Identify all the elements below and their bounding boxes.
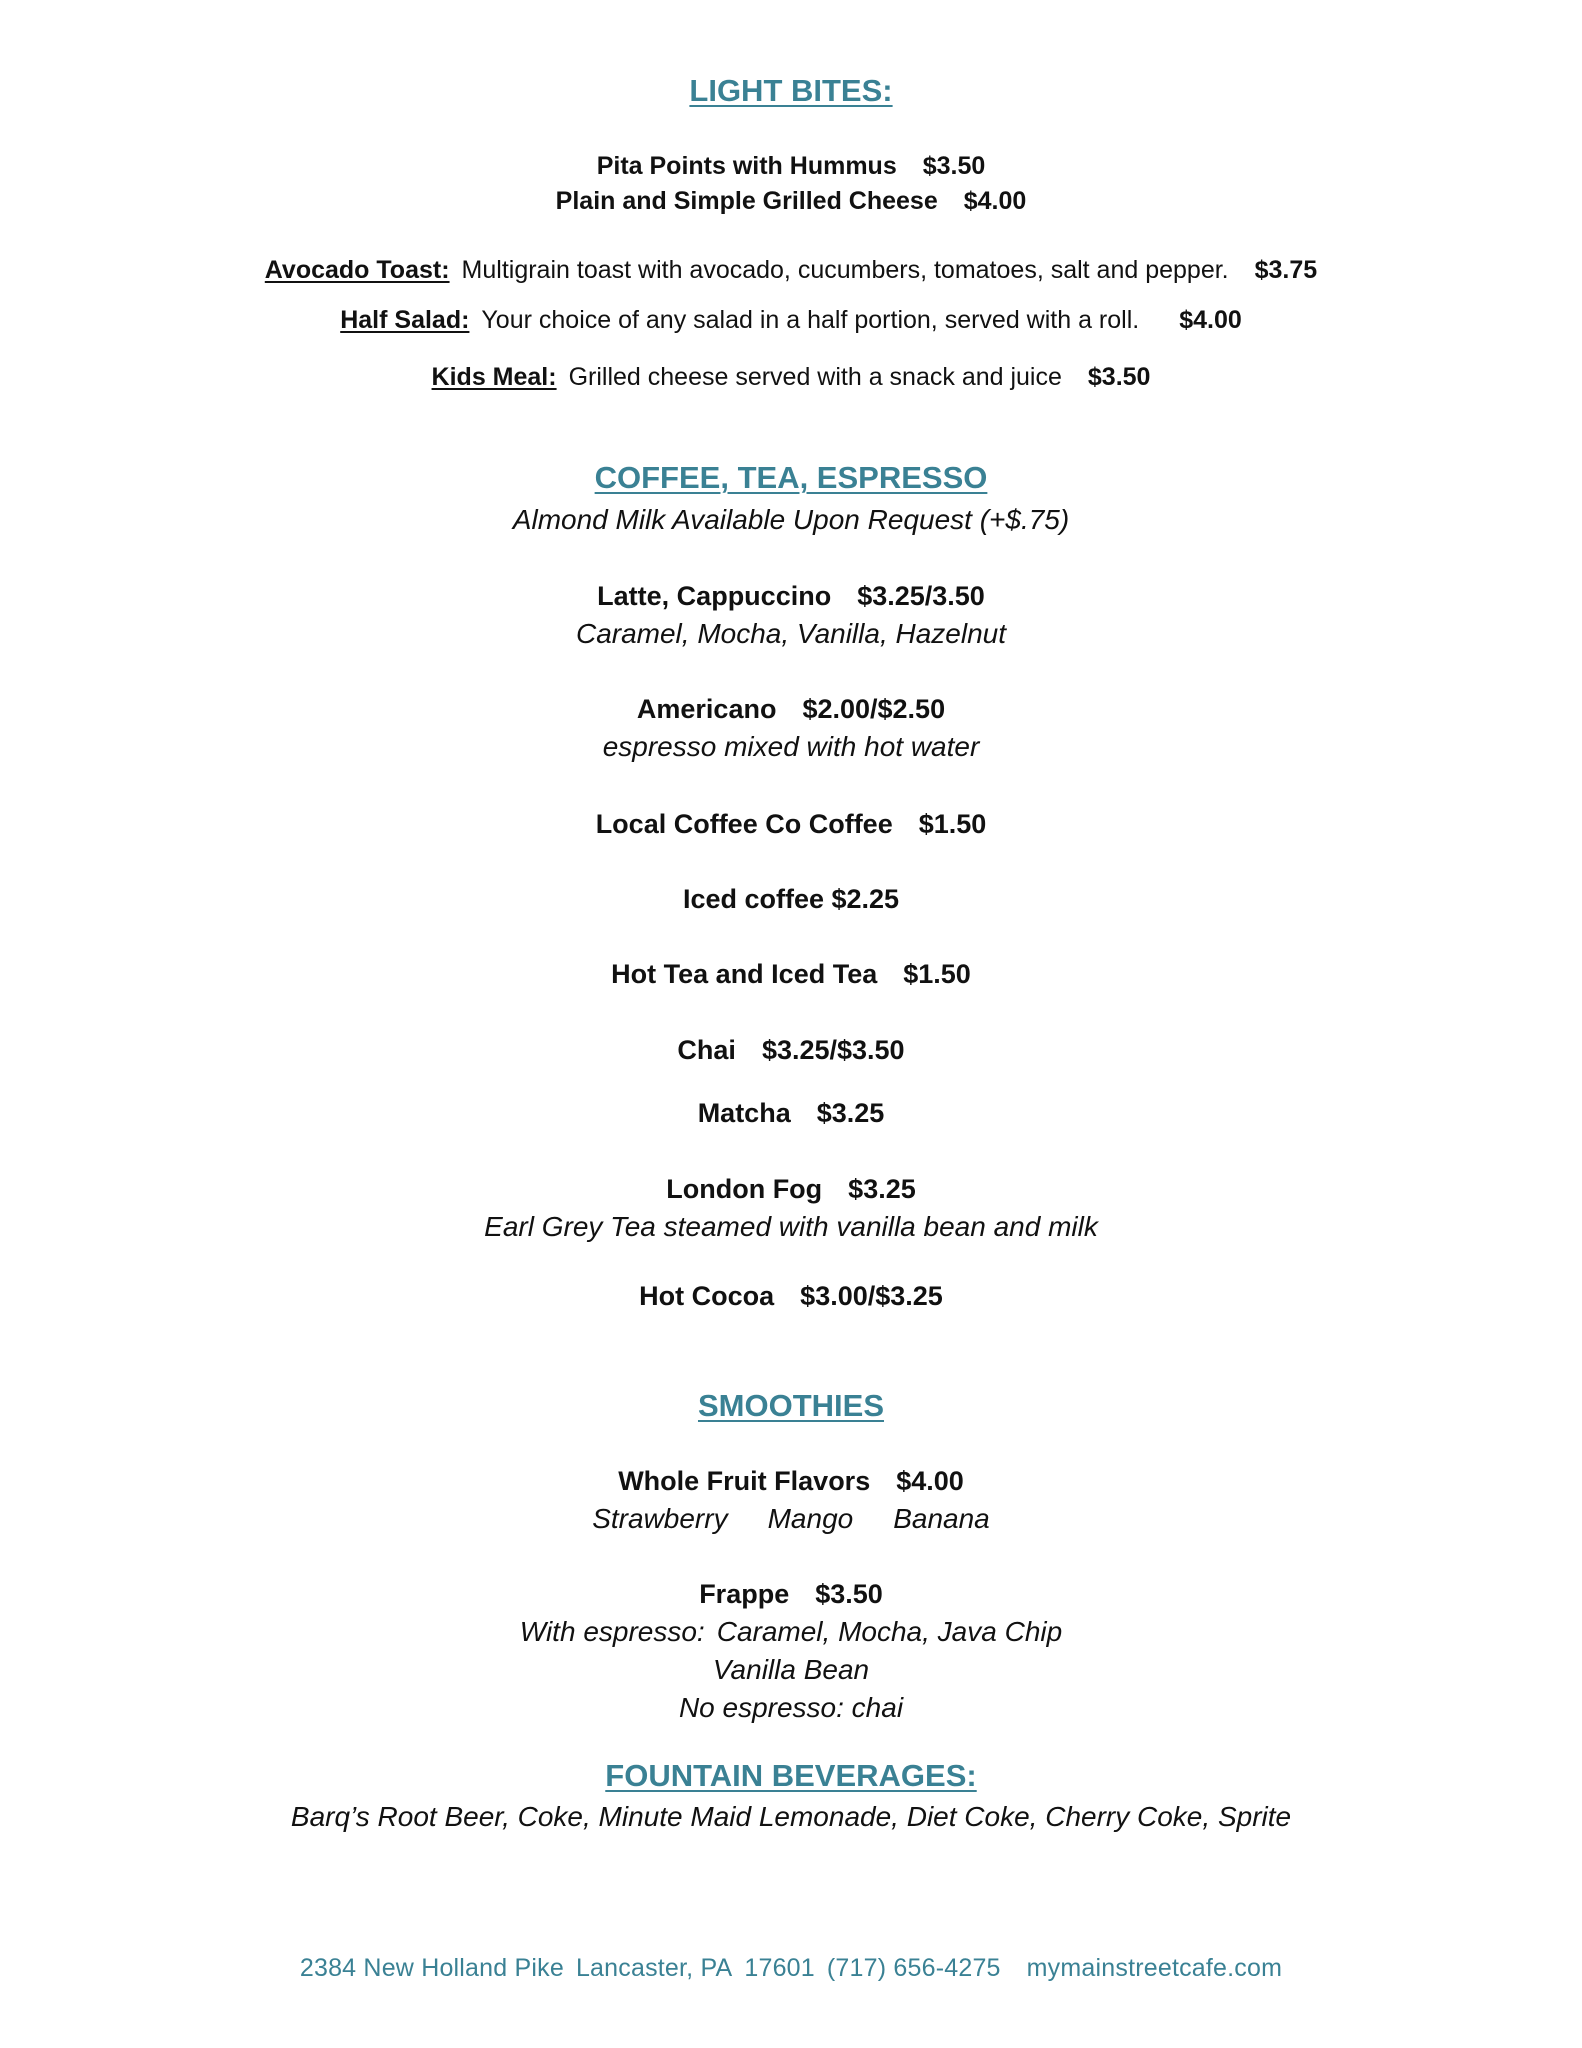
footer-city: Lancaster, PA xyxy=(575,1954,733,1982)
menu-item-chai xyxy=(0,1034,1582,1066)
item-price: $3.25/$3.50 xyxy=(761,1035,905,1065)
item-name: Plain and Simple Grilled Cheese xyxy=(555,187,938,215)
flavor-strawberry: Strawberry xyxy=(592,1503,728,1534)
item-name: Whole Fruit Flavors xyxy=(618,1466,871,1496)
menu-item-matcha xyxy=(0,1097,1582,1129)
item-price: $1.50 xyxy=(903,959,971,989)
footer-contact xyxy=(0,1953,1582,1983)
item-name: Matcha xyxy=(697,1098,791,1128)
section-heading-light-bites: LIGHT BITES: xyxy=(689,73,893,108)
item-name: London Fog xyxy=(666,1174,823,1204)
menu-item-avocado-toast xyxy=(0,255,1582,285)
item-name: Latte, Cappuccino xyxy=(597,581,832,611)
frappe-vanilla-bean: Vanilla Bean xyxy=(712,1654,870,1685)
item-description: Multigrain toast with avocado, cucumbers, tomatoes, salt and pepper. xyxy=(461,256,1229,284)
item-price: $3.50 xyxy=(922,152,986,180)
footer-zip: 17601 xyxy=(744,1954,815,1982)
item-price: $3.50 xyxy=(1087,363,1151,391)
item-description: Your choice of any salad in a half portion, served with a roll. xyxy=(481,306,1140,334)
fountain-beverage-list: Barq’s Root Beer, Coke, Minute Maid Lemonade, Diet Coke, Cherry Coke, Sprite xyxy=(290,1801,1292,1832)
item-description: Grilled cheese served with a snack and juice xyxy=(568,363,1062,391)
flavor-mango: Mango xyxy=(767,1503,854,1534)
frappe-with-espresso xyxy=(0,1615,1582,1649)
with-espresso-label: With espresso: xyxy=(519,1616,705,1647)
menu-item-whole-fruit xyxy=(0,1465,1582,1497)
menu-item-hot-cocoa xyxy=(0,1280,1582,1312)
flavor-banana: Banana xyxy=(893,1503,990,1534)
item-label: Half Salad: xyxy=(340,306,470,334)
item-name: Hot Cocoa xyxy=(639,1281,775,1311)
item-name: Americano xyxy=(636,694,777,724)
item-description-latte: Caramel, Mocha, Vanilla, Hazelnut xyxy=(575,618,1007,649)
item-name: Local Coffee Co Coffee xyxy=(595,809,893,839)
item-price: $4.00 xyxy=(963,187,1027,215)
item-description-london-fog: Earl Grey Tea steamed with vanilla bean and milk xyxy=(484,1211,1098,1242)
menu-item-grilled-cheese xyxy=(0,186,1582,216)
item-label: Avocado Toast: xyxy=(264,256,450,284)
item-price: $3.50 xyxy=(815,1579,883,1609)
item-price: $3.25 xyxy=(816,1098,885,1128)
item-price: $2.00/$2.50 xyxy=(802,694,946,724)
item-name: Chai xyxy=(677,1035,736,1065)
menu-item-iced-coffee: Iced coffee $2.25 xyxy=(682,884,900,914)
item-price: $3.25/3.50 xyxy=(857,581,985,611)
menu-item-pita-points xyxy=(0,151,1582,181)
menu-item-americano xyxy=(0,693,1582,725)
almond-milk-note: Almond Milk Available Upon Request (+$.75) xyxy=(512,504,1070,535)
item-description-americano: espresso mixed with hot water xyxy=(602,731,980,762)
menu-item-frappe xyxy=(0,1578,1582,1610)
menu-item-local-coffee xyxy=(0,808,1582,840)
item-name: Pita Points with Hummus xyxy=(596,152,897,180)
item-name: Frappe xyxy=(699,1579,790,1609)
item-price: $3.25 xyxy=(848,1174,916,1204)
footer-website-link[interactable]: mymainstreetcafe.com xyxy=(1026,1954,1283,1982)
section-heading-smoothies: SMOOTHIES xyxy=(697,1388,884,1423)
item-price: $4.00 xyxy=(896,1466,964,1496)
footer-address: 2384 New Holland Pike xyxy=(299,1954,564,1982)
footer-phone: (717) 656-4275 xyxy=(826,1954,1001,1982)
item-name: Hot Tea and Iced Tea xyxy=(611,959,878,989)
menu-item-hot-tea xyxy=(0,958,1582,990)
item-price: $3.75 xyxy=(1254,256,1318,284)
menu-item-london-fog xyxy=(0,1173,1582,1205)
item-price: $4.00 xyxy=(1179,306,1242,334)
item-price: $3.00/$3.25 xyxy=(800,1281,943,1311)
item-label: Kids Meal: xyxy=(431,363,557,391)
with-espresso-flavors: Caramel, Mocha, Java Chip xyxy=(716,1616,1063,1647)
section-heading-coffee: COFFEE, TEA, ESPRESSO xyxy=(594,460,988,495)
item-price: $1.50 xyxy=(918,809,987,839)
menu-item-latte xyxy=(0,580,1582,612)
frappe-no-espresso: No espresso: chai xyxy=(678,1692,904,1723)
menu-item-kids-meal xyxy=(0,362,1582,392)
smoothie-flavors xyxy=(0,1502,1582,1536)
section-heading-fountain: FOUNTAIN BEVERAGES: xyxy=(605,1758,977,1793)
menu-item-half-salad xyxy=(0,305,1582,335)
